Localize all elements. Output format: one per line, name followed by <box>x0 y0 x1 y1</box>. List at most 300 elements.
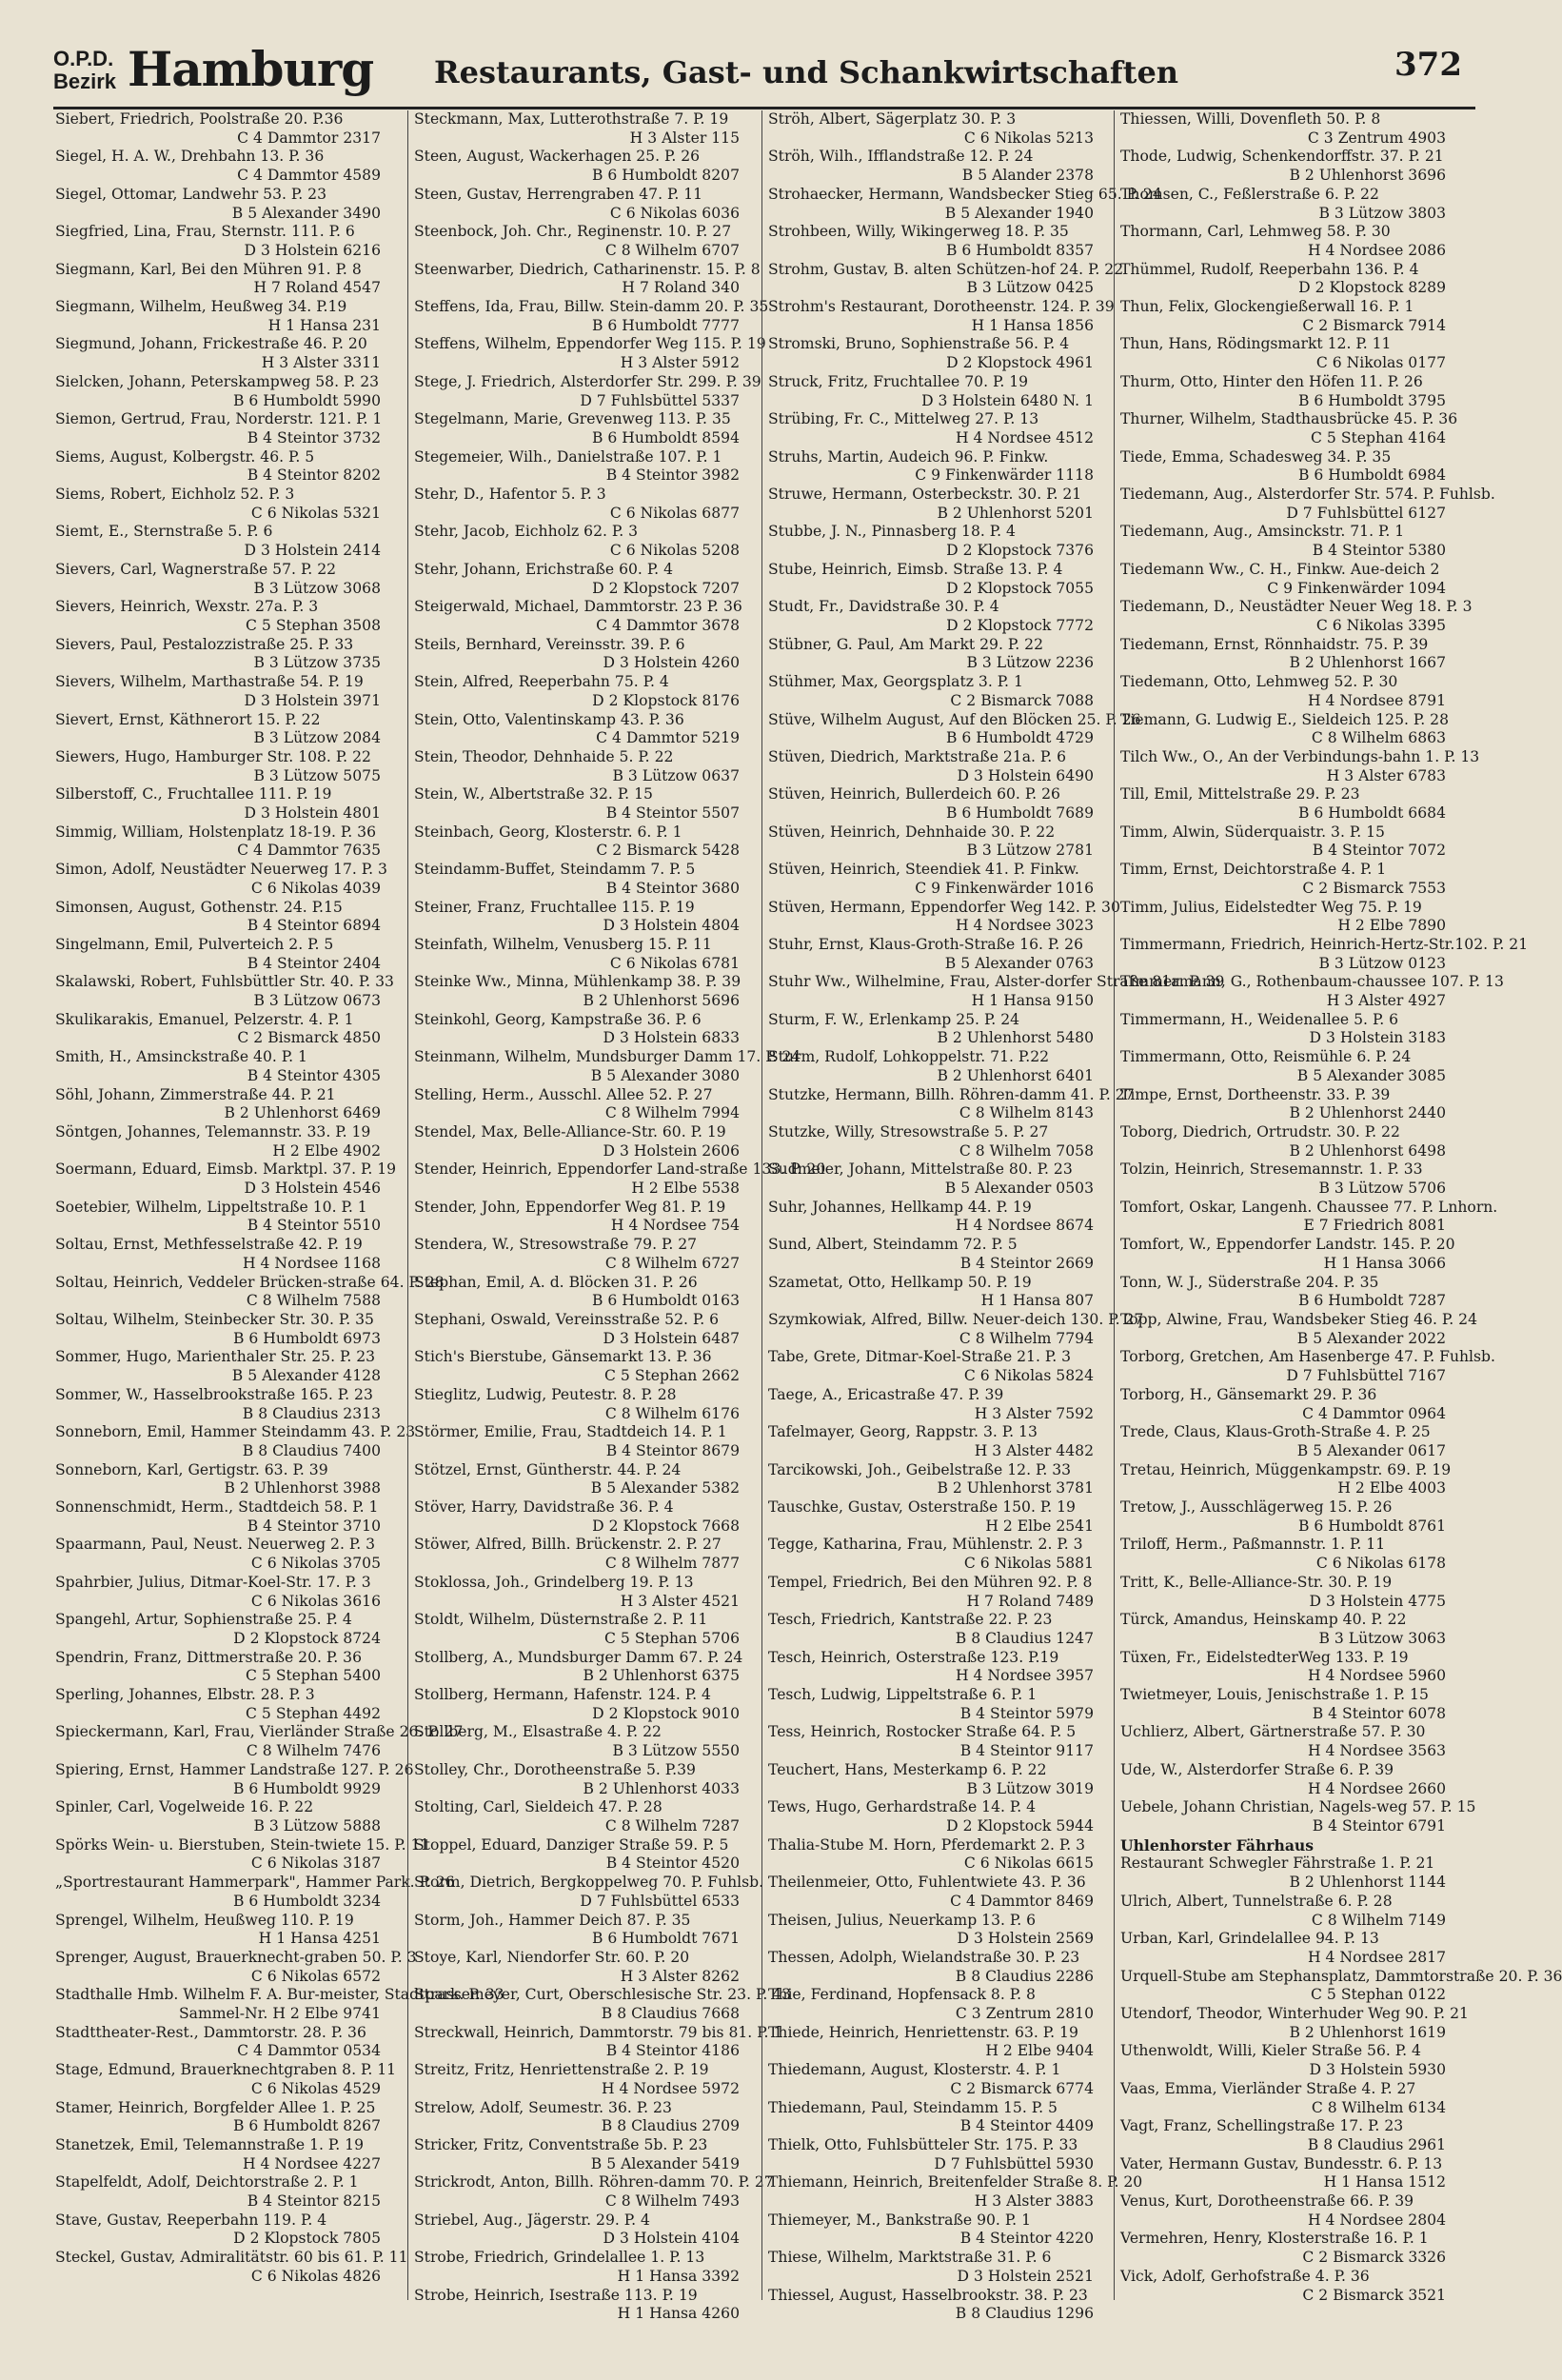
entry-name-address: Stutzke, Willy, Stresowstraße 5. P. 27 <box>768 1122 1049 1140</box>
directory-entry <box>1120 1386 1452 1423</box>
directory-entry <box>55 223 386 260</box>
entry-name-address: Strohm's Restaurant, Dorotheenstr. 124. P. 39 <box>768 298 1115 316</box>
directory-entry <box>414 1723 745 1760</box>
entry-phone: D 3 Holstein 3183 <box>1309 1029 1446 1047</box>
entry-name-address: Stoldt, Wilhelm, Düsternstraße 2. P. 11 <box>414 1611 708 1629</box>
entry-phone: B 6 Humboldt 8594 <box>592 428 740 446</box>
entry-phone: H 4 Nordsee 2817 <box>1307 1948 1446 1966</box>
entry-name-address: Steen, August, Wackerhagen 25. P. 26 <box>414 148 701 166</box>
entry-phone: D 2 Klopstock 7376 <box>946 542 1094 560</box>
entry-phone: C 2 Bismarck 7914 <box>1302 316 1446 334</box>
entry-phone: B 5 Alexander 4128 <box>231 1367 381 1385</box>
directory-entry <box>768 823 1099 861</box>
directory-entry <box>1120 110 1452 148</box>
entry-phone: B 6 Humboldt 7671 <box>592 1930 740 1948</box>
entry-phone: D 2 Klopstock 4961 <box>946 354 1094 372</box>
directory-entry <box>55 1311 386 1348</box>
entry-phone: B 8 Claudius 2313 <box>242 1404 381 1422</box>
directory-entry <box>768 1236 1099 1273</box>
entry-phone: D 3 Holstein 6487 <box>603 1329 740 1347</box>
entry-phone: D 3 Holstein 5930 <box>1309 2061 1446 2079</box>
entry-phone: B 3 Lützow 5888 <box>253 1816 381 1835</box>
entry-name-address: Stromski, Bruno, Sophienstraße 56. P. 4 <box>768 335 1070 353</box>
entry-name-address: Stendera, W., Stresowstraße 79. P. 27 <box>414 1236 698 1254</box>
entry-phone: C 6 Nikolas 6572 <box>250 1967 381 1985</box>
entry-phone: B 2 Uhlenhorst 3781 <box>937 1479 1094 1497</box>
directory-entry <box>1120 2192 1452 2230</box>
directory-entry <box>1120 1160 1452 1198</box>
entry-phone: D 2 Klopstock 5944 <box>946 1816 1094 1835</box>
entry-name-address: Tilch Ww., O., An der Verbindungs-bahn 1. P. 13 <box>1120 747 1480 765</box>
directory-entry <box>55 973 394 1010</box>
directory-entry <box>414 372 761 410</box>
entry-phone: B 5 Alexander 1940 <box>944 204 1094 222</box>
entry-name-address: Stüven, Diedrich, Marktstraße 21a. P. 6 <box>768 747 1067 765</box>
entry-phone: C 8 Wilhelm 6863 <box>1311 729 1446 747</box>
entry-phone: H 4 Nordsee 3957 <box>955 1667 1094 1685</box>
directory-entry <box>1120 899 1452 936</box>
entry-phone: C 4 Dammtor 7635 <box>237 842 381 860</box>
directory-entry <box>55 1649 386 1686</box>
entry-phone: B 2 Uhlenhorst 1619 <box>1289 2023 1446 2041</box>
directory-entry <box>414 1611 745 1648</box>
entry-phone: H 7 Roland 7489 <box>966 1592 1094 1610</box>
entry-phone: C 8 Wilhelm 7877 <box>604 1555 740 1573</box>
entry-name-address: Siegfried, Lina, Frau, Sternstr. 111. P. 6 <box>55 223 355 241</box>
directory-entry <box>55 936 386 973</box>
directory-entry <box>55 448 386 486</box>
entry-name-address: Tüxen, Fr., EidelstedterWeg 133. P. 19 <box>1120 1648 1409 1666</box>
entry-name-address: Stolley, Chr., Dorotheenstraße 5. P.39 <box>414 1760 696 1778</box>
entry-phone: C 3 Zentrum 2810 <box>955 2005 1094 2023</box>
entry-name-address: Stötzel, Ernst, Güntherstr. 44. P. 24 <box>414 1460 682 1478</box>
entry-phone: C 8 Wilhelm 7994 <box>604 1104 740 1122</box>
entry-name-address: Uthenwoldt, Willi, Kieler Straße 56. P. 4 <box>1120 2042 1421 2060</box>
directory-entry <box>1120 335 1452 372</box>
entry-name-address: Ströh, Albert, Sägerplatz 30. P. 3 <box>768 110 1017 128</box>
column-4 <box>1114 110 1562 2304</box>
directory-entry <box>1120 1836 1452 1855</box>
directory-entry <box>414 1498 745 1536</box>
entry-phone: B 2 Uhlenhorst 4033 <box>583 1779 740 1797</box>
entry-name-address: Timmermann, Friedrich, Heinrich-Hertz-Str.102. P. 21 <box>1120 935 1529 953</box>
entry-phone: B 4 Steintor 4186 <box>605 2042 740 2060</box>
directory-entry <box>414 448 745 486</box>
directory-entry <box>1120 410 1458 447</box>
entry-name-address: Strobe, Heinrich, Isestraße 113. P. 19 <box>414 2286 698 2304</box>
entry-phone: C 9 Finkenwärder 1016 <box>915 879 1094 897</box>
entry-phone: B 4 Steintor 4220 <box>959 2230 1094 2248</box>
entry-phone: D 3 Holstein 4546 <box>244 1180 381 1198</box>
entry-phone: C 9 Finkenwärder 1118 <box>915 466 1094 485</box>
directory-entry <box>1120 598 1473 635</box>
directory-entry <box>414 1949 745 1986</box>
entry-phone: C 5 Stephan 4164 <box>1311 428 1446 446</box>
directory-entry <box>414 186 745 223</box>
entry-phone: B 2 Uhlenhorst 6401 <box>937 1066 1094 1084</box>
entry-phone: C 6 Nikolas 6781 <box>609 954 740 972</box>
entry-phone: D 3 Holstein 2606 <box>603 1141 740 1160</box>
column-1 <box>55 110 504 2300</box>
entry-phone: B 2 Uhlenhorst 6498 <box>1289 1141 1446 1160</box>
entry-phone: B 6 Humboldt 9929 <box>233 1779 381 1797</box>
directory-entry <box>768 1536 1099 1573</box>
entry-phone: C 6 Nikolas 3616 <box>250 1592 381 1610</box>
entry-name-address: Stapelfeldt, Adolf, Deichtorstraße 2. P. 1 <box>55 2173 359 2192</box>
entry-phone: D 2 Klopstock 7207 <box>592 579 740 597</box>
entry-name-address: Steffens, Wilhelm, Eppendorfer Weg 115. P. 19 <box>414 335 766 353</box>
directory-entry <box>1120 1011 1452 1048</box>
entry-name-address: Siemt, E., Sternstraße 5. P. 6 <box>55 523 273 541</box>
entry-name-address: Stadttheater-Rest., Dammtorstr. 28. P. 36 <box>55 2023 366 2041</box>
directory-entry <box>1120 1236 1455 1273</box>
directory-entry <box>55 335 386 372</box>
entry-phone: B 3 Lützow 3063 <box>1318 1629 1446 1647</box>
entry-name-address: Stave, Gustav, Reeperbahn 119. P. 4 <box>55 2211 327 2229</box>
entry-phone: B 6 Humboldt 8761 <box>1298 1517 1446 1535</box>
entry-name-address: Thun, Hans, Rödingsmarkt 12. P. 11 <box>1120 335 1392 353</box>
entry-name-address: Thalia-Stube M. Horn, Pferdemarkt 2. P. 3 <box>768 1835 1086 1854</box>
directory-entry <box>414 1986 792 2023</box>
entry-name-address: Stüven, Hermann, Eppendorfer Weg 142. P. 30 <box>768 898 1120 916</box>
entry-phone: B 3 Lützow 0425 <box>966 279 1094 297</box>
entry-name-address: Thurm, Otto, Hinter den Höfen 11. P. 26 <box>1120 372 1423 390</box>
entry-phone: C 4 Dammtor 3678 <box>596 616 740 634</box>
entry-name-address: Stein, Alfred, Reeperbahn 75. P. 4 <box>414 673 669 691</box>
entry-phone: C 5 Stephan 0122 <box>1311 1986 1446 2004</box>
entry-name-address: Strickrodt, Anton, Billh. Röhren-damm 70. P. 27 <box>414 2173 774 2192</box>
directory-entry <box>55 1574 386 1611</box>
entry-name-address: Stricker, Fritz, Conventstraße 5b. P. 23 <box>414 2135 708 2153</box>
entry-phone: B 8 Claudius 2709 <box>601 2117 740 2135</box>
entry-name-address: Tritt, K., Belle-Alliance-Str. 30. P. 19 <box>1120 1573 1393 1591</box>
directory-entry <box>1120 1498 1452 1536</box>
entry-phone: H 4 Nordsee 2660 <box>1307 1779 1446 1797</box>
directory-entry <box>1120 561 1452 598</box>
entry-name-address: Steinfath, Wilhelm, Venusberg 15. P. 11 <box>414 935 712 953</box>
entry-name-address: Tesch, Ludwig, Lippeltstraße 6. P. 1 <box>768 1686 1038 1704</box>
entry-name-address: Struck, Fritz, Fruchtallee 70. P. 19 <box>768 372 1029 390</box>
entry-phone: B 6 Humboldt 7287 <box>1298 1292 1446 1310</box>
directory-entry <box>55 1199 386 1236</box>
entry-phone: C 2 Bismarck 4850 <box>237 1029 381 1047</box>
entry-name-address: Thiemann, Heinrich, Breitenfelder Straße 8. P. 20 <box>768 2173 1143 2192</box>
directory-entry <box>414 561 745 598</box>
directory-entry <box>768 1011 1099 1048</box>
entry-phone: B 4 Steintor 8215 <box>247 2192 381 2211</box>
entry-name-address: Spiering, Ernst, Hammer Landstraße 127. P. 26 <box>55 1760 414 1778</box>
directory-entry <box>414 486 745 523</box>
entry-phone: B 3 Lützow 3735 <box>253 654 381 672</box>
directory-entry <box>768 561 1099 598</box>
directory-entry <box>55 298 386 335</box>
entry-name-address: Skalawski, Robert, Fuhlsbüttler Str. 40. P. 33 <box>55 973 394 991</box>
entry-name-address: Torborg, Gretchen, Am Hasenberge 47. P. Fuhlsb. <box>1120 1348 1495 1366</box>
entry-phone: B 6 Humboldt 8267 <box>233 2117 381 2135</box>
entry-name-address: Strohaecker, Hermann, Wandsbecker Stieg 65. P. 24 <box>768 185 1162 203</box>
entry-name-address: Till, Emil, Mittelstraße 29. P. 23 <box>1120 785 1360 803</box>
directory-entry <box>768 1423 1099 1460</box>
entry-phone: B 4 Steintor 3710 <box>247 1517 381 1535</box>
directory-entry <box>768 1723 1099 1760</box>
entry-name-address: Tesch, Heinrich, Osterstraße 123. P.19 <box>768 1648 1059 1666</box>
entry-phone: H 1 Hansa 231 <box>267 316 381 334</box>
entry-phone: B 2 Uhlenhorst 2440 <box>1289 1104 1446 1122</box>
entry-phone: D 3 Holstein 2521 <box>957 2267 1094 2285</box>
entry-name-address: Uebele, Johann Christian, Nagels-weg 57. P. 15 <box>1120 1798 1476 1816</box>
directory-entry <box>55 1048 386 1085</box>
entry-name-address: Timmermann, G., Rothenbaum-chaussee 107. P. 13 <box>1120 973 1504 991</box>
directory-entry <box>768 1686 1099 1723</box>
entry-name-address: Stollberg, A., Mundsburger Damm 67. P. 24 <box>414 1648 743 1666</box>
entry-phone: H 3 Alster 7592 <box>974 1404 1094 1422</box>
entry-name-address: Ströh, Wilh., Ifflandstraße 12. P. 24 <box>768 148 1034 166</box>
entry-name-address: Twietmeyer, Louis, Jenischstraße 1. P. 15 <box>1120 1686 1429 1704</box>
entry-name-address: Soltau, Heinrich, Veddeler Brücken-straße 64. P. 28 <box>55 1273 445 1291</box>
entry-phone: B 3 Lützow 2084 <box>253 729 381 747</box>
entry-name-address: Tegge, Katharina, Frau, Mühlenstr. 2. P. 3 <box>768 1536 1083 1554</box>
directory-entry <box>55 1760 414 1798</box>
directory-entry <box>55 2136 386 2173</box>
entry-name-address: Störmer, Emilie, Frau, Stadtdeich 14. P. 1 <box>414 1423 727 1441</box>
entry-name-address: Singelmann, Emil, Pulverteich 2. P. 5 <box>55 935 334 953</box>
entry-name-address: Tiemann, G. Ludwig E., Sieldeich 125. P. 28 <box>1120 710 1450 728</box>
entry-name-address: Stich's Bierstube, Gänsemarkt 13. P. 36 <box>414 1348 712 1366</box>
entry-phone: D 3 Holstein 4775 <box>1309 1592 1446 1610</box>
directory-entry <box>414 2211 745 2249</box>
directory-entry <box>414 2023 783 2061</box>
entry-phone: H 2 Elbe 4003 <box>1337 1479 1446 1497</box>
entry-phone: D 3 Holstein 4104 <box>603 2230 740 2248</box>
directory-entry <box>414 2136 745 2173</box>
entry-name-address: Spieckermann, Karl, Frau, Vierländer Straße 26. P. 27 <box>55 1723 464 1741</box>
entry-name-address: Stollberg, M., Elsastraße 4. P. 22 <box>414 1723 662 1741</box>
directory-entry <box>768 185 1162 223</box>
entry-phone: C 2 Bismarck 3326 <box>1302 2249 1446 2267</box>
entry-name-address: Soermann, Eduard, Eimsb. Marktpl. 37. P. 19 <box>55 1160 397 1179</box>
entry-name-address: Timmermann, Otto, Reismühle 6. P. 24 <box>1120 1048 1412 1066</box>
directory-entry <box>768 260 1124 298</box>
entry-name-address: Silberstoff, C., Fruchtallee 111. P. 19 <box>55 785 332 803</box>
directory-entry <box>55 2099 386 2136</box>
header-rule <box>53 107 1475 109</box>
entry-name-address: Siems, Robert, Eichholz 52. P. 3 <box>55 486 295 504</box>
directory-entry <box>414 2061 745 2098</box>
entry-name-address: Tauschke, Gustav, Osterstraße 150. P. 19 <box>768 1498 1076 1517</box>
entry-name-address: Thiessen, Willi, Dovenfleth 50. P. 8 <box>1120 110 1381 128</box>
directory-entry <box>1120 1798 1476 1835</box>
entry-phone: D 2 Klopstock 7055 <box>946 579 1094 597</box>
directory-entry <box>1120 486 1495 523</box>
entry-phone: B 4 Steintor 4409 <box>959 2117 1094 2135</box>
directory-entry <box>768 1048 1099 1085</box>
page-number: 372 <box>1394 46 1462 84</box>
directory-entry <box>768 2099 1099 2136</box>
entry-phone: Sammel-Nr. H 2 Elbe 9741 <box>179 2005 381 2023</box>
directory-entry <box>768 1199 1099 1236</box>
entry-phone: C 2 Bismarck 7088 <box>950 691 1094 709</box>
entry-phone: C 5 Stephan 5400 <box>246 1667 381 1685</box>
entry-phone: B 5 Alander 2378 <box>961 167 1094 185</box>
entry-name-address: Tiedemann, Aug., Amsinckstr. 71. P. 1 <box>1120 523 1405 541</box>
entry-name-address: Thomsen, C., Feßlerstraße 6. P. 22 <box>1120 185 1379 203</box>
entry-phone: H 4 Nordsee 754 <box>610 1217 740 1235</box>
entry-name-address: Vermehren, Henry, Klosterstraße 16. P. 1 <box>1120 2230 1429 2248</box>
entry-phone: H 3 Alster 4521 <box>620 1592 740 1610</box>
entry-name-address: Siewers, Hugo, Hamburger Str. 108. P. 22 <box>55 747 371 765</box>
entry-name-address: Soltau, Ernst, Methfesselstraße 42. P. 19 <box>55 1236 363 1254</box>
entry-name-address: Steenwarber, Diedrich, Catharinenstr. 15. P. 8 <box>414 260 761 278</box>
entry-phone: B 6 Humboldt 6984 <box>1298 466 1446 485</box>
entry-phone: B 3 Lützow 0637 <box>612 766 740 784</box>
entry-phone: H 1 Hansa 4251 <box>258 1930 381 1948</box>
directory-entry <box>1120 1348 1495 1385</box>
directory-entry <box>55 2249 408 2286</box>
entry-name-address: Sievers, Carl, Wagnerstraße 57. P. 22 <box>55 560 337 578</box>
entry-name-address: Striebel, Aug., Jägerstr. 29. P. 4 <box>414 2211 650 2229</box>
entry-phone: C 8 Wilhelm 7794 <box>959 1329 1094 1347</box>
district-label <box>53 48 116 93</box>
entry-name-address: Tretau, Heinrich, Müggenkampstr. 69. P. 19 <box>1120 1460 1452 1478</box>
entry-phone: B 5 Alexander 5419 <box>590 2154 740 2172</box>
entry-name-address: Timm, Alwin, Süderquaistr. 3. P. 15 <box>1120 823 1385 841</box>
directory-entry <box>414 673 745 710</box>
directory-entry <box>414 1574 745 1611</box>
city-title: Hamburg <box>128 41 374 97</box>
entry-phone: D 2 Klopstock 7668 <box>592 1517 740 1535</box>
entry-phone: B 6 Humboldt 3234 <box>233 1892 381 1910</box>
directory-entry <box>414 1836 745 1874</box>
entry-phone: H 1 Hansa 807 <box>980 1292 1094 1310</box>
entry-name-address: Sprengel, Wilhelm, Heußweg 110. P. 19 <box>55 1911 354 1929</box>
directory-entry <box>768 2061 1099 2098</box>
entry-name-address: Stieglitz, Ludwig, Peutestr. 8. P. 28 <box>414 1385 677 1403</box>
entry-phone: D 2 Klopstock 8176 <box>592 691 740 709</box>
directory-entry <box>414 899 745 936</box>
entry-phone: B 4 Steintor 8202 <box>247 466 381 485</box>
entry-phone: C 2 Bismarck 5428 <box>596 842 740 860</box>
entry-name-address: Utendorf, Theodor, Winterhuder Weg 90. P. 21 <box>1120 2005 1469 2023</box>
directory-entry <box>768 636 1099 673</box>
directory-entry <box>55 2173 386 2211</box>
entry-phone: B 8 Claudius 2286 <box>955 1967 1094 1985</box>
entry-phone: H 4 Nordsee 1168 <box>242 1254 381 1272</box>
directory-entry <box>768 448 1099 486</box>
entry-name-address: Uchlierz, Albert, Gärtnerstraße 57. P. 30 <box>1120 1723 1426 1741</box>
entry-name-address: Sund, Albert, Steindamm 72. P. 5 <box>768 1236 1018 1254</box>
directory-entry <box>768 1611 1099 1648</box>
directory-entry <box>768 1348 1099 1385</box>
directory-entry <box>55 486 386 523</box>
directory-entry <box>768 1311 1144 1348</box>
entry-phone: D 2 Klopstock 8724 <box>233 1629 381 1647</box>
directory-entry <box>55 673 386 710</box>
entry-phone: C 6 Nikolas 5881 <box>963 1555 1094 1573</box>
entry-phone: C 8 Wilhelm 7058 <box>959 1141 1094 1160</box>
directory-entry <box>1120 1048 1452 1085</box>
entry-phone: C 6 Nikolas 4529 <box>250 2079 381 2097</box>
entry-phone: C 6 Nikolas 4039 <box>250 879 381 897</box>
entry-name-address: Spendrin, Franz, Dittmerstraße 20. P. 36 <box>55 1648 363 1666</box>
entry-name-address: Tempel, Friedrich, Bei den Mühren 92. P. 8 <box>768 1573 1093 1591</box>
entry-name-address: Sielcken, Johann, Peterskampweg 58. P. 23 <box>55 372 380 390</box>
directory-entry <box>414 748 745 785</box>
directory-entry <box>414 1761 745 1798</box>
entry-phone: H 2 Elbe 5538 <box>631 1180 740 1198</box>
entry-phone: D 2 Klopstock 8289 <box>1298 279 1446 297</box>
entry-name-address: Simonsen, August, Gothenstr. 24. P.15 <box>55 898 343 916</box>
directory-entry <box>55 186 386 223</box>
directory-entry <box>414 523 745 560</box>
entry-name-address: Tomfort, Oskar, Langenh. Chaussee 77. P. Lnhorn. <box>1120 1198 1498 1216</box>
directory-entry <box>1120 747 1480 785</box>
entry-phone: D 3 Holstein 4260 <box>603 654 740 672</box>
entry-phone: H 2 Elbe 9404 <box>985 2042 1094 2060</box>
directory-entry <box>414 2249 745 2286</box>
entry-phone: H 4 Nordsee 3023 <box>955 917 1094 935</box>
entry-name-address: Sturm, F. W., Erlenkamp 25. P. 24 <box>768 1010 1020 1028</box>
entry-phone: B 4 Steintor 5507 <box>605 804 740 823</box>
entry-name-address: Siegmund, Johann, Frickestraße 46. P. 20 <box>55 335 367 353</box>
directory-entry <box>414 1048 801 1085</box>
directory-entry <box>55 261 386 298</box>
directory-entry <box>768 523 1099 560</box>
entry-phone: D 7 Fuhlsbüttel 5337 <box>580 391 740 409</box>
entry-phone: B 5 Alexander 3080 <box>590 1066 740 1084</box>
directory-entry <box>55 1798 386 1835</box>
directory-entry <box>414 1536 745 1573</box>
entry-name-address: Spahrbier, Julius, Ditmar-Koel-Str. 17. P. 3 <box>55 1573 371 1591</box>
entry-phone: B 8 Claudius 7668 <box>601 2005 740 2023</box>
entry-phone: B 6 Humboldt 4729 <box>946 729 1094 747</box>
directory-entry <box>1120 861 1452 898</box>
directory-entry <box>55 1498 386 1536</box>
entry-name-address: Thun, Felix, Glockengießerwall 16. P. 1 <box>1120 298 1414 316</box>
directory-entry <box>1120 711 1452 748</box>
entry-name-address: Struhs, Martin, Audeich 96. P. Finkw. <box>768 447 1049 466</box>
entry-phone: H 2 Elbe 4902 <box>272 1141 381 1160</box>
directory-entry <box>55 1948 417 1986</box>
entry-name-address: Venus, Kurt, Dorotheenstraße 66. P. 39 <box>1120 2192 1414 2211</box>
directory-entry <box>1120 223 1452 260</box>
entry-name-address: Ulrich, Albert, Tunnelstraße 6. P. 28 <box>1120 1892 1393 1910</box>
directory-entry <box>768 710 1141 748</box>
directory-entry <box>414 1912 745 1949</box>
entry-name-address: Steinkohl, Georg, Kampstraße 36. P. 6 <box>414 1010 702 1028</box>
entry-phone: C 6 Nikolas 6036 <box>609 204 740 222</box>
entry-name-address: Sonneborn, Karl, Gertigstr. 63. P. 39 <box>55 1460 328 1478</box>
directory-entry <box>768 898 1120 936</box>
directory-entry <box>414 1386 745 1423</box>
entry-name-address: Steckmann, Max, Lutterothstraße 7. P. 19 <box>414 110 729 128</box>
directory-entry <box>414 1461 745 1498</box>
entry-name-address: Thormann, Carl, Lehmweg 58. P. 30 <box>1120 223 1391 241</box>
directory-entry <box>55 1723 464 1760</box>
directory-entry <box>768 1761 1099 1798</box>
entry-name-address: Söhl, Johann, Zimmerstraße 44. P. 21 <box>55 1085 336 1103</box>
entry-phone: B 5 Alexander 3085 <box>1296 1066 1446 1084</box>
entry-name-address: Strohm, Gustav, B. alten Schützen-hof 24. P. 22 <box>768 260 1124 278</box>
directory-entry <box>55 1011 386 1048</box>
entry-phone: D 2 Klopstock 9010 <box>592 1704 740 1722</box>
entry-phone: B 5 Alexander 3490 <box>231 204 381 222</box>
directory-entry <box>414 2173 774 2211</box>
entry-name-address: Stanetzek, Emil, Telemannstraße 1. P. 19 <box>55 2135 364 2153</box>
directory-entry <box>1120 1574 1452 1611</box>
entry-name-address: Thode, Ludwig, Schenkendorffstr. 37. P. 21 <box>1120 148 1444 166</box>
directory-entry <box>768 1574 1099 1611</box>
entry-name-address: Stehr, D., Hafentor 5. P. 3 <box>414 486 606 504</box>
